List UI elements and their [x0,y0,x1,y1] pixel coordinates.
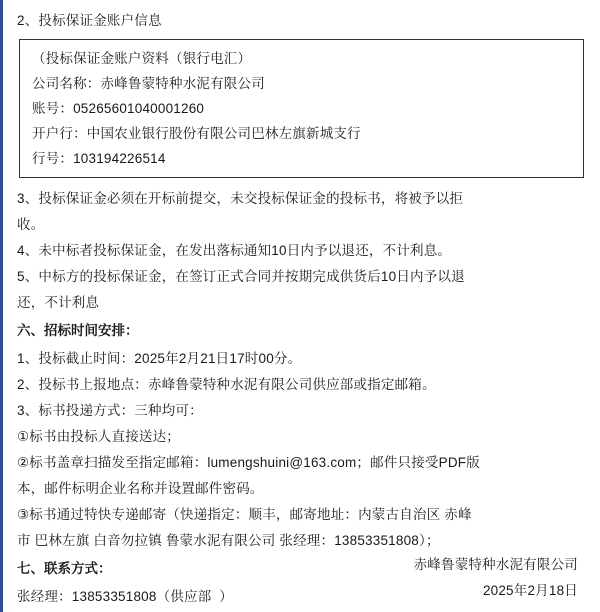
account-company-name: 公司名称：赤峰鲁蒙特种水泥有限公司 [32,76,265,91]
six-item-three-method-b-continued: 本，邮件标明企业名称并设置邮件密码。 [17,481,264,496]
six-item-three-method-b: ②标书盖章扫描发至指定邮箱：lumengshuini@163.com；邮件只接受PDF版 [17,455,480,470]
six-item-three: 3、标书投递方式：三种均可： [17,403,203,418]
account-box-title: （投标保证金账户资料（银行电汇） [32,51,252,66]
account-bank-branch: 开户行：中国农业银行股份有限公司巴林左旗新城支行 [32,126,361,141]
item-five: 5、中标方的投标保证金，在签订正式合同并按期完成供货后10日内予以退 [17,269,465,284]
section-five-item-two: 2、投标保证金账户信息 [17,13,162,28]
item-four: 4、未中标者投标保证金，在发出落标通知10日内予以退还，不计利息。 [17,243,452,258]
footer-company-name: 赤峰鲁蒙特种水泥有限公司 [413,557,578,572]
six-item-one: 1、投标截止时间：2025年2月21日17时00分。 [17,351,302,366]
contact-person-line: 张经理：13853351808（供应部 ） [17,589,233,604]
account-bank-code: 行号：103194226514 [32,151,166,166]
six-item-three-method-a: ①标书由投标人直接送达； [17,429,181,444]
section-seven-title: 七、联系方式： [17,561,112,576]
six-item-three-method-c: ③标书通过特快专递邮寄（快递指定：顺丰，邮寄地址：内蒙古自治区 赤峰 [17,507,472,522]
item-five-continued: 还，不计利息 [17,295,100,310]
item-three-continued: 收。 [17,217,45,232]
footer-date: 2025年2月18日 [482,583,578,598]
document-footer [414,552,578,604]
account-number: 账号：05265601040001260 [32,101,205,116]
item-three: 3、投标保证金必须在开标前提交，未交投标保证金的投标书，将被予以拒 [17,191,464,206]
six-item-three-method-c-continued: 市 巴林左旗 白音勿拉镇 鲁蒙水泥有限公司 张经理：13853351808）； [17,533,440,548]
section-six-title: 六、招标时间安排： [17,323,139,338]
six-item-two: 2、投标书上报地点：赤峰鲁蒙特种水泥有限公司供应部或指定邮箱。 [17,377,436,392]
bidding-deposit-account-box [19,39,584,178]
